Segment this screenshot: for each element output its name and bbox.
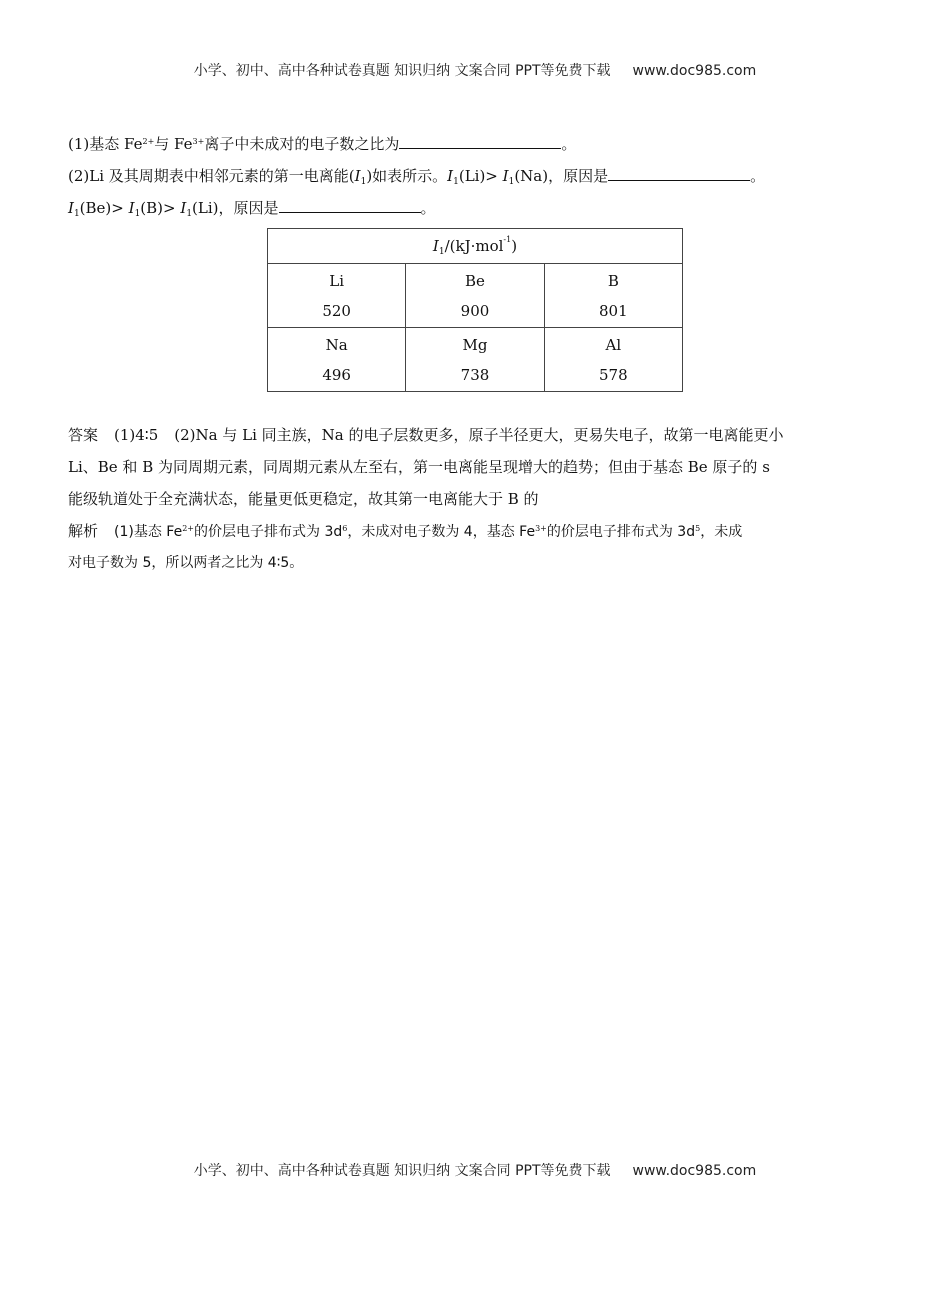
answer-line-3: 能级轨道处于全充满状态，能量更低更稳定，故其第一电离能大于 B 的 xyxy=(68,490,539,508)
analysis-line-2: 对电子数为 5，所以两者之比为 4∶5。 xyxy=(68,555,304,571)
question-2: (2)Li 及其周期表中相邻元素的第一电离能$(I_1)$如表所示。$I_1(Li)> I_1(Na)$，原因是 。 xyxy=(68,167,766,187)
header-text: 小学、初中、高中各种试卷真题 知识归纳 文案合同 PPT等免费下载 xyxy=(193,63,611,79)
answer-line-2: Li、Be 和 B 为同周期元素，同周期元素从左至右，第一电离能呈现增大的趋势；但由于基态 Be 原子的 s xyxy=(68,458,770,476)
footer-url[interactable]: www.doc985.com xyxy=(632,1163,757,1179)
ionization-energy-table xyxy=(267,228,683,392)
footer-text: 小学、初中、高中各种试卷真题 知识归纳 文案合同 PPT等免费下载 xyxy=(193,1163,611,1179)
analysis-line-1: 解析 (1)基态 $Fe^{2+}$的价层电子排布式为 $3d^6$，未成对电子数为 4，基态 $Fe^{3+}$的价层电子排布式为 $3d^5$，未成 xyxy=(68,522,743,540)
table-header: $I_1/(kJ\cdot mol^{-1})$ xyxy=(268,229,683,264)
table-cell: Mg 738 xyxy=(406,328,544,392)
answer-label: 答案 xyxy=(68,426,99,444)
table-row xyxy=(268,264,683,328)
question-1: (1)基态 $Fe^{2+}$与 $Fe^{3+}$离子中未成对的电子数之比为 。 xyxy=(68,135,577,153)
answer-blank-2[interactable] xyxy=(608,166,750,181)
table-cell: Li 520 xyxy=(268,264,406,328)
table-row xyxy=(268,328,683,392)
answer-blank-3[interactable] xyxy=(279,198,421,213)
page-header xyxy=(0,60,950,80)
table-cell: Be 900 xyxy=(406,264,544,328)
header-url[interactable]: www.doc985.com xyxy=(632,63,757,79)
table-cell: B 801 xyxy=(544,264,682,328)
analysis-label: 解析 xyxy=(68,522,99,540)
question-3: $I_1(Be)> I_1(B)> I_1(Li)$，原因是 。 xyxy=(68,199,436,219)
answer-line-1: 答案 (1)4∶5 (2)Na 与 Li 同主族，Na 的电子层数更多，原子半径更大，更易失电子，故第一电离能更小 xyxy=(68,426,784,444)
answer-blank-1[interactable] xyxy=(399,134,561,149)
table-cell: Na 496 xyxy=(268,328,406,392)
page-footer xyxy=(0,1160,950,1180)
table-cell: Al 578 xyxy=(544,328,682,392)
